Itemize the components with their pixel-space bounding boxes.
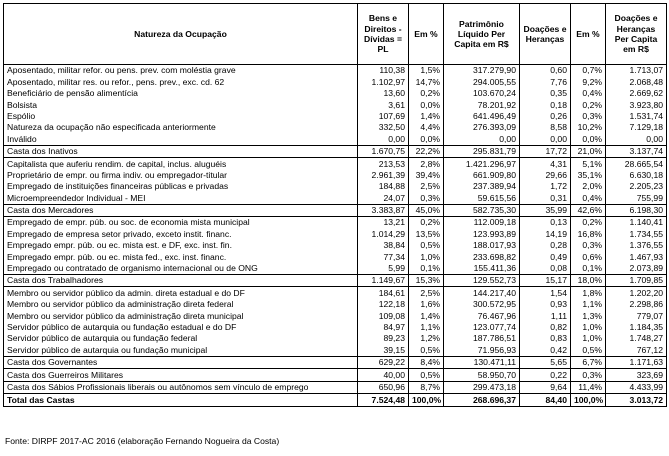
cell-donations-per-capita: 3.013,72 bbox=[606, 393, 667, 406]
subtotal-row bbox=[4, 381, 667, 393]
cell-net-worth: 24,07 bbox=[358, 192, 409, 204]
cell-net-worth: 107,69 bbox=[358, 111, 409, 122]
cell-donations-per-capita: 1.467,93 bbox=[606, 251, 667, 262]
cell-occupation: Microempreendedor Individual - MEI bbox=[4, 192, 358, 204]
table-row bbox=[4, 181, 667, 192]
cell-donations-pct: 1,1% bbox=[571, 299, 606, 310]
cell-donations-per-capita: 2.073,89 bbox=[606, 263, 667, 275]
cell-net-worth-per-capita: 1.421.296,97 bbox=[444, 158, 520, 170]
cell-net-worth-pct: 0,5% bbox=[409, 240, 444, 251]
cell-net-worth-pct: 0,1% bbox=[409, 263, 444, 275]
header-net-worth-pct: Em % bbox=[409, 4, 444, 65]
cell-donations: 0,82 bbox=[520, 322, 571, 333]
cell-donations: 0,18 bbox=[520, 99, 571, 110]
cell-donations: 84,40 bbox=[520, 393, 571, 406]
table-header-row bbox=[4, 4, 667, 65]
cell-donations: 0,08 bbox=[520, 263, 571, 275]
cell-donations-pct: 1,3% bbox=[571, 310, 606, 321]
cell-net-worth-pct: 1,0% bbox=[409, 251, 444, 262]
table-row bbox=[4, 299, 667, 310]
cell-occupation: Casta dos Guerreiros Militares bbox=[4, 369, 358, 381]
cell-net-worth-per-capita: 268.696,37 bbox=[444, 393, 520, 406]
cell-donations-pct: 18,0% bbox=[571, 275, 606, 287]
cell-donations-per-capita: 779,07 bbox=[606, 310, 667, 321]
cell-donations: 0,26 bbox=[520, 111, 571, 122]
cell-donations-pct: 5,1% bbox=[571, 158, 606, 170]
cell-donations-per-capita: 2.068,48 bbox=[606, 76, 667, 87]
cell-occupation: Beneficiário de pensão alimentícia bbox=[4, 88, 358, 99]
cell-donations-per-capita: 6.630,18 bbox=[606, 170, 667, 181]
cell-donations: 7,76 bbox=[520, 76, 571, 87]
cell-occupation: Inválido bbox=[4, 133, 358, 145]
cell-net-worth-pct: 1,1% bbox=[409, 322, 444, 333]
cell-occupation: Total das Castas bbox=[4, 393, 358, 406]
cell-net-worth-per-capita: 641.496,49 bbox=[444, 111, 520, 122]
cell-donations-pct: 0,2% bbox=[571, 217, 606, 229]
table-row bbox=[4, 76, 667, 87]
cell-occupation: Membro ou servidor público da admin. direta estadual e do DF bbox=[4, 287, 358, 299]
table-row bbox=[4, 287, 667, 299]
cell-net-worth-pct: 39,4% bbox=[409, 170, 444, 181]
cell-occupation: Proprietário de empr. ou firma indiv. ou empregador-titular bbox=[4, 170, 358, 181]
cell-donations-per-capita: 323,69 bbox=[606, 369, 667, 381]
cell-donations: 0,28 bbox=[520, 240, 571, 251]
cell-donations: 8,58 bbox=[520, 122, 571, 133]
cell-donations: 1,72 bbox=[520, 181, 571, 192]
table-row bbox=[4, 322, 667, 333]
cell-occupation: Casta dos Trabalhadores bbox=[4, 275, 358, 287]
cell-donations-per-capita: 28.665,54 bbox=[606, 158, 667, 170]
cell-net-worth-per-capita: 58.950,70 bbox=[444, 369, 520, 381]
cell-net-worth: 332,50 bbox=[358, 122, 409, 133]
cell-donations: 14,19 bbox=[520, 228, 571, 239]
cell-occupation: Capitalista que auferiu rendim. de capital, inclus. aluguéis bbox=[4, 158, 358, 170]
table-row bbox=[4, 133, 667, 145]
cell-net-worth-pct: 0,5% bbox=[409, 344, 444, 356]
cell-net-worth: 84,97 bbox=[358, 322, 409, 333]
cell-net-worth-per-capita: 155.411,36 bbox=[444, 263, 520, 275]
cell-net-worth: 77,34 bbox=[358, 251, 409, 262]
cell-donations-per-capita: 0,00 bbox=[606, 133, 667, 145]
table-row bbox=[4, 170, 667, 181]
header-donations-pct: Em % bbox=[571, 4, 606, 65]
header-donations-per-capita: Doações e Heranças Per Capita em R$ bbox=[606, 4, 667, 65]
cell-net-worth-pct: 13,5% bbox=[409, 228, 444, 239]
cell-net-worth-pct: 0,0% bbox=[409, 133, 444, 145]
cell-net-worth-pct: 0,3% bbox=[409, 192, 444, 204]
cell-donations-pct: 11,4% bbox=[571, 381, 606, 393]
cell-donations: 0,49 bbox=[520, 251, 571, 262]
cell-donations: 5,65 bbox=[520, 356, 571, 368]
cell-net-worth-pct: 8,4% bbox=[409, 356, 444, 368]
cell-donations-per-capita: 6.198,30 bbox=[606, 204, 667, 216]
cell-net-worth-per-capita: 187.786,51 bbox=[444, 333, 520, 344]
cell-net-worth-per-capita: 300.572,95 bbox=[444, 299, 520, 310]
cell-donations-pct: 2,0% bbox=[571, 181, 606, 192]
table-row bbox=[4, 111, 667, 122]
cell-net-worth: 7.524,48 bbox=[358, 393, 409, 406]
cell-net-worth-pct: 1,4% bbox=[409, 310, 444, 321]
subtotal-row bbox=[4, 204, 667, 216]
cell-net-worth-per-capita: 71.956,93 bbox=[444, 344, 520, 356]
cell-net-worth-pct: 1,5% bbox=[409, 65, 444, 77]
cell-net-worth-pct: 22,2% bbox=[409, 145, 444, 157]
cell-net-worth-pct: 8,7% bbox=[409, 381, 444, 393]
cell-net-worth: 122,18 bbox=[358, 299, 409, 310]
cell-occupation: Empregado empr. púb. ou ec. mista est. e DF, exc. inst. fin. bbox=[4, 240, 358, 251]
cell-donations-pct: 0,4% bbox=[571, 88, 606, 99]
cell-net-worth: 13,60 bbox=[358, 88, 409, 99]
cell-donations: 0,93 bbox=[520, 299, 571, 310]
header-occupation: Natureza da Ocupação bbox=[4, 4, 358, 65]
cell-net-worth-per-capita: 661.909,80 bbox=[444, 170, 520, 181]
cell-donations-pct: 35,1% bbox=[571, 170, 606, 181]
cell-donations-pct: 0,3% bbox=[571, 111, 606, 122]
header-donations: Doações e Heranças bbox=[520, 4, 571, 65]
cell-donations-pct: 0,3% bbox=[571, 240, 606, 251]
table-row bbox=[4, 122, 667, 133]
subtotal-row bbox=[4, 356, 667, 368]
cell-net-worth-per-capita: 129.552,73 bbox=[444, 275, 520, 287]
cell-net-worth: 3.383,87 bbox=[358, 204, 409, 216]
cell-donations-per-capita: 767,12 bbox=[606, 344, 667, 356]
cell-donations-pct: 0,1% bbox=[571, 263, 606, 275]
table-body bbox=[4, 65, 667, 407]
source-note: Fonte: DIRPF 2017-AC 2016 (elaboração Fernando Nogueira da Costa) bbox=[5, 436, 280, 446]
cell-occupation: Casta dos Inativos bbox=[4, 145, 358, 157]
cell-net-worth-per-capita: 233.698,82 bbox=[444, 251, 520, 262]
cell-net-worth-pct: 2,5% bbox=[409, 181, 444, 192]
cell-net-worth-pct: 1,4% bbox=[409, 111, 444, 122]
cell-donations-per-capita: 1.184,35 bbox=[606, 322, 667, 333]
table-row bbox=[4, 217, 667, 229]
cell-net-worth: 184,88 bbox=[358, 181, 409, 192]
cell-occupation: Aposentado, militar refor. ou pens. prev. com moléstia grave bbox=[4, 65, 358, 77]
cell-net-worth-pct: 45,0% bbox=[409, 204, 444, 216]
cell-net-worth-per-capita: 582.735,30 bbox=[444, 204, 520, 216]
cell-net-worth-pct: 2,5% bbox=[409, 287, 444, 299]
cell-net-worth: 38,84 bbox=[358, 240, 409, 251]
cell-net-worth-per-capita: 103.670,24 bbox=[444, 88, 520, 99]
cell-net-worth-pct: 100,0% bbox=[409, 393, 444, 406]
cell-net-worth: 1.670,75 bbox=[358, 145, 409, 157]
cell-occupation: Natureza da ocupação não especificada anteriormente bbox=[4, 122, 358, 133]
cell-donations-per-capita: 1.734,55 bbox=[606, 228, 667, 239]
cell-net-worth-pct: 0,5% bbox=[409, 369, 444, 381]
cell-net-worth-per-capita: 76.467,96 bbox=[444, 310, 520, 321]
cell-donations: 1,54 bbox=[520, 287, 571, 299]
table-row bbox=[4, 65, 667, 77]
cell-net-worth-per-capita: 123.993,89 bbox=[444, 228, 520, 239]
cell-occupation: Aposentado, militar res. ou refor., pens. prev., exc. cd. 62 bbox=[4, 76, 358, 87]
cell-occupation: Membro ou servidor público da administração direta municipal bbox=[4, 310, 358, 321]
cell-net-worth: 110,38 bbox=[358, 65, 409, 77]
cell-net-worth-per-capita: 0,00 bbox=[444, 133, 520, 145]
cell-occupation: Empregado ou contratado de organismo internacional ou de ONG bbox=[4, 263, 358, 275]
cell-occupation: Empregado empr. púb. ou ec. mista fed., exc. inst. financ. bbox=[4, 251, 358, 262]
header-net-worth-per-capita: Patrimônio Líquido Per Capita em R$ bbox=[444, 4, 520, 65]
table-row bbox=[4, 228, 667, 239]
cell-donations: 17,72 bbox=[520, 145, 571, 157]
cell-net-worth-per-capita: 188.017,93 bbox=[444, 240, 520, 251]
cell-net-worth: 0,00 bbox=[358, 133, 409, 145]
cell-donations-pct: 42,6% bbox=[571, 204, 606, 216]
cell-donations-pct: 1,8% bbox=[571, 287, 606, 299]
cell-donations-per-capita: 3.137,74 bbox=[606, 145, 667, 157]
cell-net-worth-pct: 15,3% bbox=[409, 275, 444, 287]
cell-occupation: Empregado de instituições financeiras públicas e privadas bbox=[4, 181, 358, 192]
cell-net-worth: 1.014,29 bbox=[358, 228, 409, 239]
cell-occupation: Servidor público de autarquia ou fundação federal bbox=[4, 333, 358, 344]
cell-donations-per-capita: 7.129,18 bbox=[606, 122, 667, 133]
table-row bbox=[4, 310, 667, 321]
cell-donations-pct: 9,2% bbox=[571, 76, 606, 87]
cell-net-worth-per-capita: 294.005,55 bbox=[444, 76, 520, 87]
cell-donations-per-capita: 1.713,07 bbox=[606, 65, 667, 77]
cell-donations-pct: 0,3% bbox=[571, 369, 606, 381]
cell-donations-per-capita: 2.669,62 bbox=[606, 88, 667, 99]
cell-donations-per-capita: 1.531,74 bbox=[606, 111, 667, 122]
cell-donations: 4,31 bbox=[520, 158, 571, 170]
cell-donations: 1,11 bbox=[520, 310, 571, 321]
table-row bbox=[4, 333, 667, 344]
cell-donations-pct: 0,6% bbox=[571, 251, 606, 262]
cell-donations: 35,99 bbox=[520, 204, 571, 216]
subtotal-row bbox=[4, 275, 667, 287]
cell-donations-per-capita: 755,99 bbox=[606, 192, 667, 204]
subtotal-row bbox=[4, 369, 667, 381]
cell-donations-per-capita: 3.923,80 bbox=[606, 99, 667, 110]
table-row bbox=[4, 158, 667, 170]
cell-net-worth-per-capita: 144.217,40 bbox=[444, 287, 520, 299]
cell-occupation: Casta dos Sábios Profissionais liberais ou autônomos sem vínculo de emprego bbox=[4, 381, 358, 393]
cell-net-worth: 39,15 bbox=[358, 344, 409, 356]
cell-occupation: Casta dos Governantes bbox=[4, 356, 358, 368]
cell-donations-pct: 1,0% bbox=[571, 322, 606, 333]
table-row bbox=[4, 99, 667, 110]
cell-net-worth-pct: 1,2% bbox=[409, 333, 444, 344]
cell-donations-per-capita: 1.748,27 bbox=[606, 333, 667, 344]
cell-net-worth: 109,08 bbox=[358, 310, 409, 321]
cell-donations: 0,00 bbox=[520, 133, 571, 145]
cell-donations-pct: 0,7% bbox=[571, 65, 606, 77]
cell-donations-pct: 10,2% bbox=[571, 122, 606, 133]
cell-donations-pct: 6,7% bbox=[571, 356, 606, 368]
table-row bbox=[4, 240, 667, 251]
cell-net-worth: 650,96 bbox=[358, 381, 409, 393]
cell-occupation: Bolsista bbox=[4, 99, 358, 110]
cell-net-worth-pct: 4,4% bbox=[409, 122, 444, 133]
cell-net-worth-pct: 0,2% bbox=[409, 217, 444, 229]
cell-net-worth-per-capita: 123.077,74 bbox=[444, 322, 520, 333]
cell-donations-per-capita: 1.140,41 bbox=[606, 217, 667, 229]
cell-net-worth: 89,23 bbox=[358, 333, 409, 344]
cell-donations-pct: 0,4% bbox=[571, 192, 606, 204]
cell-net-worth-pct: 2,8% bbox=[409, 158, 444, 170]
cell-donations: 0,35 bbox=[520, 88, 571, 99]
cell-donations: 0,22 bbox=[520, 369, 571, 381]
cell-occupation: Casta dos Mercadores bbox=[4, 204, 358, 216]
cell-net-worth-per-capita: 237.389,94 bbox=[444, 181, 520, 192]
cell-occupation: Espólio bbox=[4, 111, 358, 122]
cell-net-worth-pct: 14,7% bbox=[409, 76, 444, 87]
cell-occupation: Servidor público de autarquia ou fundação municipal bbox=[4, 344, 358, 356]
cell-net-worth: 1.149,67 bbox=[358, 275, 409, 287]
cell-net-worth-per-capita: 276.393,09 bbox=[444, 122, 520, 133]
cell-net-worth-pct: 1,6% bbox=[409, 299, 444, 310]
cell-donations-per-capita: 2.205,23 bbox=[606, 181, 667, 192]
cell-donations-pct: 1,0% bbox=[571, 333, 606, 344]
cell-donations-pct: 0,5% bbox=[571, 344, 606, 356]
cell-donations: 9,64 bbox=[520, 381, 571, 393]
cell-occupation: Membro ou servidor público da administração direta federal bbox=[4, 299, 358, 310]
total-row bbox=[4, 393, 667, 406]
occupation-wealth-table bbox=[3, 3, 667, 407]
cell-donations-pct: 0,0% bbox=[571, 133, 606, 145]
cell-occupation: Empregado de empr. púb. ou soc. de economia mista municipal bbox=[4, 217, 358, 229]
cell-net-worth: 3,61 bbox=[358, 99, 409, 110]
cell-net-worth: 5,99 bbox=[358, 263, 409, 275]
cell-donations-pct: 21,0% bbox=[571, 145, 606, 157]
table-row bbox=[4, 344, 667, 356]
cell-net-worth-pct: 0,0% bbox=[409, 99, 444, 110]
cell-net-worth: 40,00 bbox=[358, 369, 409, 381]
cell-occupation: Servidor público de autarquia ou fundação estadual e do DF bbox=[4, 322, 358, 333]
cell-occupation: Empregado de empresa setor privado, exceto instit. financ. bbox=[4, 228, 358, 239]
cell-donations-per-capita: 1.171,63 bbox=[606, 356, 667, 368]
cell-net-worth-per-capita: 299.473,18 bbox=[444, 381, 520, 393]
cell-net-worth-per-capita: 317.279,90 bbox=[444, 65, 520, 77]
cell-donations: 0,31 bbox=[520, 192, 571, 204]
cell-donations-pct: 100,0% bbox=[571, 393, 606, 406]
cell-net-worth-per-capita: 59.615,56 bbox=[444, 192, 520, 204]
cell-net-worth: 2.961,39 bbox=[358, 170, 409, 181]
cell-net-worth: 1.102,97 bbox=[358, 76, 409, 87]
cell-net-worth-per-capita: 78.201,92 bbox=[444, 99, 520, 110]
cell-donations: 29,66 bbox=[520, 170, 571, 181]
cell-net-worth-per-capita: 130.471,11 bbox=[444, 356, 520, 368]
cell-donations-per-capita: 1.376,55 bbox=[606, 240, 667, 251]
cell-donations-per-capita: 2.298,86 bbox=[606, 299, 667, 310]
cell-donations: 0,42 bbox=[520, 344, 571, 356]
cell-donations: 15,17 bbox=[520, 275, 571, 287]
cell-net-worth: 629,22 bbox=[358, 356, 409, 368]
cell-net-worth: 13,21 bbox=[358, 217, 409, 229]
table-row bbox=[4, 251, 667, 262]
cell-donations-pct: 0,2% bbox=[571, 99, 606, 110]
cell-donations: 0,60 bbox=[520, 65, 571, 77]
cell-donations: 0,13 bbox=[520, 217, 571, 229]
header-net-worth: Bens e Direitos - Dívidas = PL bbox=[358, 4, 409, 65]
cell-donations-pct: 16,8% bbox=[571, 228, 606, 239]
table-row bbox=[4, 263, 667, 275]
cell-net-worth-pct: 0,2% bbox=[409, 88, 444, 99]
cell-donations-per-capita: 1.202,20 bbox=[606, 287, 667, 299]
cell-donations-per-capita: 4.433,99 bbox=[606, 381, 667, 393]
cell-net-worth: 184,61 bbox=[358, 287, 409, 299]
cell-donations-per-capita: 1.709,85 bbox=[606, 275, 667, 287]
cell-donations: 0,83 bbox=[520, 333, 571, 344]
cell-net-worth-per-capita: 112.009,18 bbox=[444, 217, 520, 229]
cell-net-worth-per-capita: 295.831,79 bbox=[444, 145, 520, 157]
subtotal-row bbox=[4, 145, 667, 157]
table-row bbox=[4, 192, 667, 204]
table-row bbox=[4, 88, 667, 99]
cell-net-worth: 213,53 bbox=[358, 158, 409, 170]
